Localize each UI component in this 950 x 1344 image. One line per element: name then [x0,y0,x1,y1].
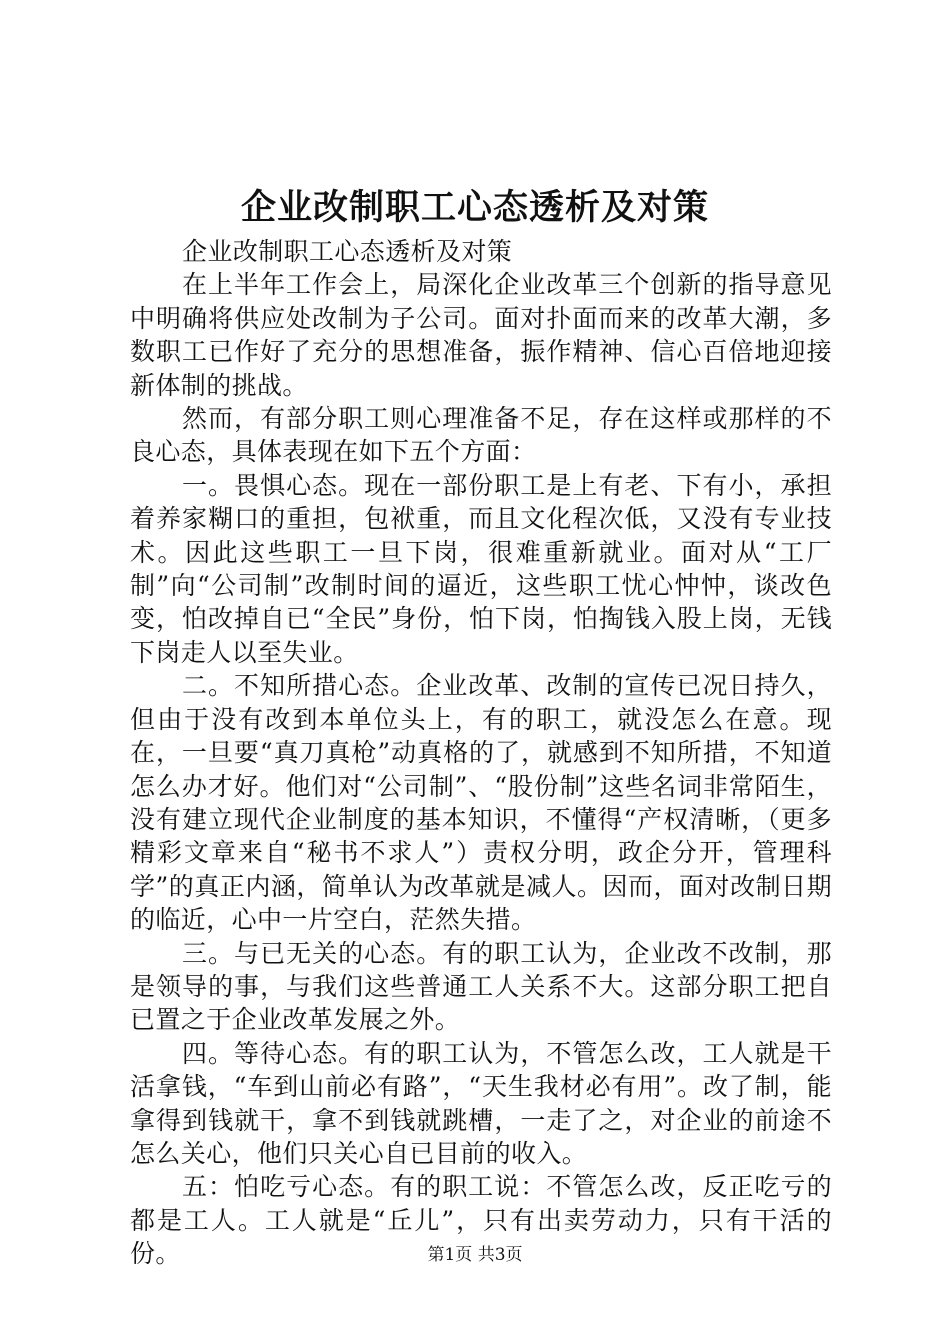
paragraph-point-3: 三。与已无关的心态。有的职工认为，企业改不改制，那是领导的事，与我们这些普通工人关系不大。这部分职工把自已置之于企业改革发展之外。 [130,938,832,1035]
document-body [130,235,832,1271]
page-footer: 第1页 共3页 [427,1245,523,1265]
paragraph-point-1: 一。畏惧心态。现在一部份职工是上有老、下有小，承担着养家糊口的重担，包袱重，而且文化程次低，又没有专业技术。因此这些职工一旦下岗，很难重新就业。面对从“工厂制”向“公司制”改制时间的逼近，这些职工忧心忡忡，谈改色变，怕改掉自已“全民”身份，怕下岗，怕掏钱入股上岗，无钱下岗走人以至失业。 [130,470,832,667]
paragraph-overview: 然而，有部分职工则心理准备不足，存在这样或那样的不良心态，具体表现在如下五个方面： [130,404,832,467]
paragraph-point-4: 四。等待心态。有的职工认为，不管怎么改，工人就是干活拿钱，“车到山前必有路”，“天生我材必有用”。改了制，能拿得到钱就干，拿不到钱就跳槽，一走了之，对企业的前途不怎么关心，他们只关心自已目前的收入。 [130,1038,832,1168]
paragraph-intro: 在上半年工作会上，局深化企业改革三个创新的指导意见中明确将供应处改制为子公司。面对扑面而来的改革大潮，多数职工已作好了充分的思想准备，振作精神、信心百倍地迎接新体制的挑战。 [130,270,832,400]
paragraph-point-5: 五：怕吃亏心态。有的职工说：不管怎么改，反正吃亏的都是工人。工人就是“丘儿”，只有出卖劳动力，只有干活的份。 [130,1172,832,1269]
paragraph-subtitle: 企业改制职工心态透析及对策 [182,237,513,266]
document-title: 企业改制职工心态透析及对策 [240,187,709,228]
paragraph-point-2: 二。不知所措心态。企业改革、改制的宣传已况日持久，但由于没有改到本单位头上，有的职工，就没怎么在意。现在，一旦要“真刀真枪”动真格的了，就感到不知所措，不知道怎么办才好。他们对“公司制”、“股份制”这些名词非常陌生，没有建立现代企业制度的基本知识，不懂得“产权清晰，（更多精彩文章来自“秘书不求人”）责权分明，政企分开，管理科学”的真正内涵，简单认为改革就是减人。因而，面对改制日期的临近，心中一片空白，茫然失措。 [130,671,832,935]
